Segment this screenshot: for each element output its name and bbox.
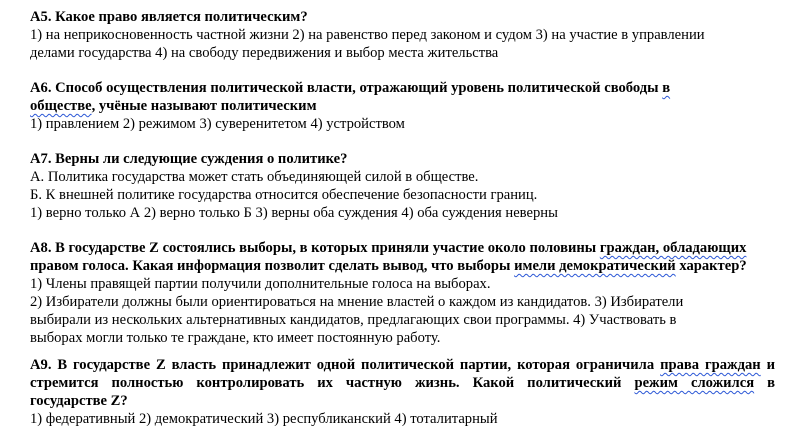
question-title-line (30, 257, 775, 275)
spellcheck-underlined-word: права граждан (660, 357, 761, 373)
question-title-line (30, 239, 775, 257)
answer-options-line: выбирали из нескольких альтернативных кандидатов, предлагающих свои программы. 4) Участвовать в (30, 312, 677, 328)
spellcheck-underlined-word: в (662, 80, 671, 96)
title-text: характер? (675, 258, 747, 274)
answer-options-line: выборах могли только те граждане, кто имеет постоянную работу. (30, 330, 441, 346)
question-a9 (30, 356, 775, 428)
question-title-line (30, 374, 775, 392)
question-title: А5. Какое право является политическим? (30, 9, 308, 25)
answer-options-line: 1) правлением 2) режимом 3) суверенитетом 4) устройством (30, 116, 405, 132)
title-text: и (760, 357, 776, 373)
title-text: А9. В государстве Z власть принадлежит одной политической партии, которая ограничила (30, 357, 661, 373)
title-text: стремится полностью контролировать их частную жизнь. Какой политический (30, 375, 635, 391)
spellcheck-underlined-word: режим сложился (634, 375, 755, 391)
title-text: , учёные называют политическим (91, 98, 317, 114)
answer-options-line: 1) Члены правящей партии получили дополнительные голоса на выборах. (30, 276, 491, 292)
answer-options-line: 1) верно только А 2) верно только Б 3) верны оба суждения 4) оба суждения неверны (30, 205, 558, 221)
answer-options-line: 2) Избиратели должны были ориентироваться на мнение властей о каждом из кандидатов. 3) Избиратели (30, 294, 684, 310)
question-title-line (30, 356, 775, 374)
answer-options-line: делами государства 4) на свободу передвижения и выбор места жительства (30, 45, 499, 61)
question-a8 (30, 239, 775, 347)
question-title-line (30, 79, 775, 97)
spellcheck-underlined-word: имели демократический (514, 258, 676, 274)
question-title: А7. Верны ли следующие суждения о политике? (30, 151, 348, 167)
question-a5 (30, 8, 775, 62)
question-title-line: государстве Z? (30, 393, 128, 409)
question-a6 (30, 79, 775, 133)
title-text: А8. В государстве Z состоялись выборы, в которых приняли участие около половины (30, 240, 600, 256)
answer-options-line: 1) на неприкосновенность частной жизни 2) на равенство перед законом и судом 3) на участие в управлении (30, 27, 705, 43)
title-text: в (754, 375, 776, 391)
spellcheck-underlined-word: обществе (30, 98, 92, 114)
statement-line: А. Политика государства может стать объединяющей силой в обществе. (30, 169, 479, 185)
statement-line: Б. К внешней политике государства относится обеспечение безопасности границ. (30, 187, 538, 203)
title-text: А6. Способ осуществления политической власти, отражающий уровень политической свободы (30, 80, 663, 96)
spellcheck-underlined-word: граждан, обладающих (599, 240, 747, 256)
answer-options-line: 1) федеративный 2) демократический 3) республиканский 4) тоталитарный (30, 411, 498, 427)
title-text: правом голоса. Какая информация позволит сделать вывод, что выборы (30, 258, 515, 274)
question-title-line (30, 97, 775, 115)
question-a7 (30, 150, 775, 222)
